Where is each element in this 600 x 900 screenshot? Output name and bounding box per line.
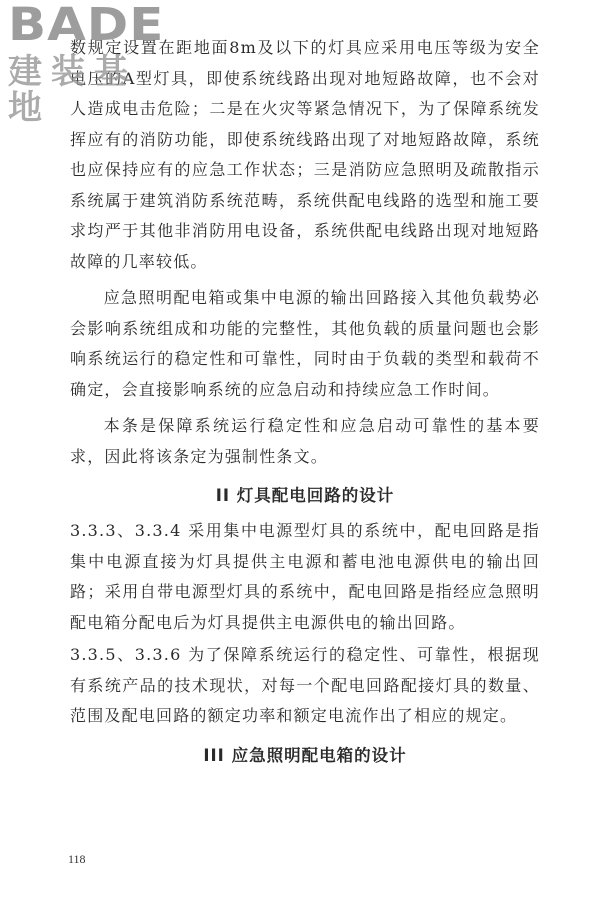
watermark-latin: BADE bbox=[8, 0, 165, 51]
paragraph-other-loads: 应急照明配电箱或集中电源的输出回路接入其他负载势必会影响系统组成和功能的完整性，其他负载的质量问题也会影响系统运行的稳定性和可靠性，同时由于负载的类型和载荷不确定，会直接影响系统的应急启动和持续应急工作时间。 bbox=[70, 288, 540, 399]
paragraph-clause-3-3-3: 3.3.3、3.3.4 采用集中电源型灯具的系统中，配电回路是指集中电源直接为灯具提供主电源和蓄电池电源供电的输出回路；采用自带电源型灯具的系统中，配电回路是指经应急照明配电箱分配电后为灯具提供主电源供电的输出回路。 bbox=[70, 521, 540, 632]
paragraph-short-circuit-reasons: 数规定设置在距地面8m及以下的灯具应采用电压等级为安全电压的A型灯具，即使系统线路出现对地短路故障，也不会对人造成电击危险；二是在火灾等紧急情况下，为了保障系统发挥应有的消防功能，即使系统线路出现了对地短路故障，系统也应保持应有的应急工作状态；三是消防应急照明及疏散指示系统属于建筑消防系统范畴，系统供配电线路的选型和施工要求均严于其他非消防用电设备，系统供配电线路出现对地短路故障的几率较低。 bbox=[70, 38, 540, 271]
document-body bbox=[70, 33, 540, 776]
paragraph-clause-3-3-5: 3.3.5、3.3.6 为了保障系统运行的稳定性、可靠性，根据现有系统产品的技术现状，对每一个配电回路配接灯具的数量、范围及配电回路的额定功率和额定电流作出了相应的规定。 bbox=[70, 645, 540, 725]
section-heading-distribution-box: III 应急照明配电箱的设计 bbox=[203, 745, 407, 765]
page-number: 118 bbox=[68, 852, 86, 866]
paragraph-mandatory-clause: 本条是保障系统运行稳定性和应急启动可靠性的基本要求，因此将该条定为强制性条文。 bbox=[70, 416, 540, 466]
section-heading-luminaire-circuits: II 灯具配电回路的设计 bbox=[215, 486, 395, 505]
watermark-cjk: 建装基地 bbox=[8, 52, 137, 128]
